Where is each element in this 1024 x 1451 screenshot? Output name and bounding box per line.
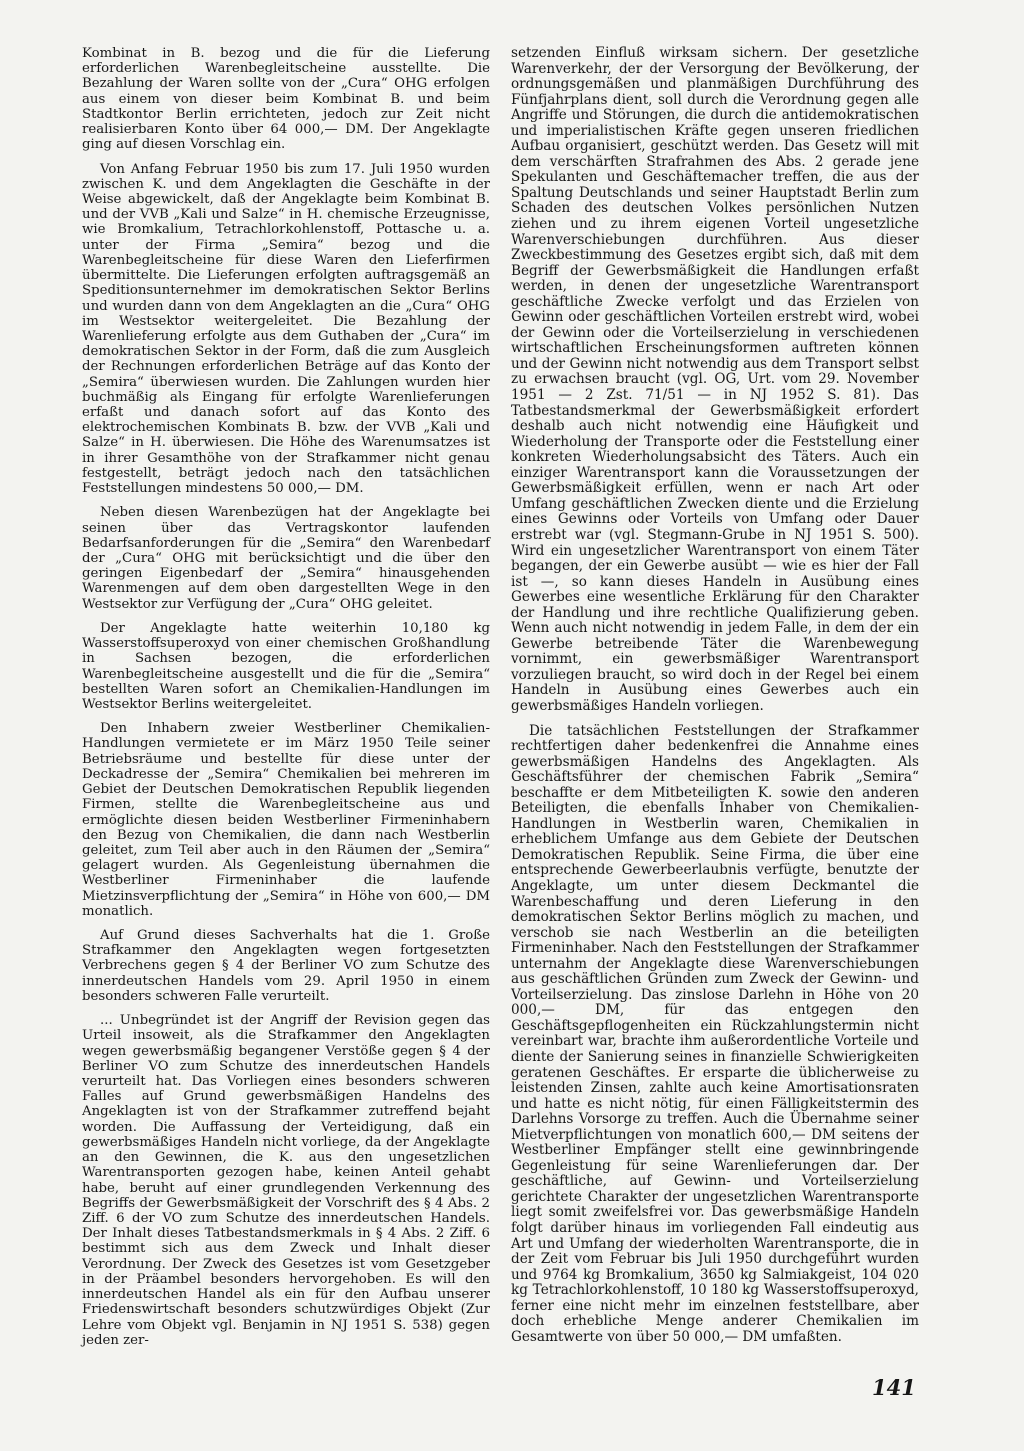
paragraph: ... Unbegründet ist der Angriff der Revision gegen das Urteil insoweit, als die Strafkammer den Angeklagten wegen gewerbsmäßig begangener Verstöße gegen § 4 der Berliner VO zum Schutze des innerdeutschen Handels verurteilt hat. Das Vorliegen eines besonders schweren Falles auf Grund gewerbsmäßigen Handelns des Angeklagten ist von der Strafkammer zutreffend bejaht worden. Die Auffassung der Verteidigung, daß ein gewerbsmäßiges Handeln nicht vorliege, da der Angeklagte an den Gewinnen, die K. aus den ungesetzlichen Warentransporten gezogen habe, keinen Anteil gehabt habe, beruht auf einer grundlegenden Verkennung des Begriffs der Gewerbsmäßigkeit der Vorschrift des § 4 Abs. 2 Ziff. 6 der VO zum Schutze des innerdeutschen Handels. Der Inhalt dieses Tatbestandsmerkmals in § 4 Abs. 2 Ziff. 6 bestimmt sich aus dem Zweck und Inhalt dieser Verordnung. Der Zweck des Gesetzes ist vom Gesetzgeber in der Präambel besonders hervorgehoben. Es will den innerdeutschen Handel als ein für den Aufbau unserer Friedenswirtschaft besonders schutzwürdiges Objekt (Zur Lehre vom Objekt vgl. Benjamin in NJ 1951 S. 538) gegen jeden zer- bbox=[82, 1013, 490, 1348]
paragraph: Von Anfang Februar 1950 bis zum 17. Juli 1950 wurden zwischen K. und dem Angeklagten die Geschäfte in der Weise abgewickelt, daß der Angeklagte beim Kombinat B. und der VVB „Kali und Salze“ in H. chemische Erzeugnisse, wie Bromkalium, Tetrachlorkohlenstoff, Pottasche u. a. unter der Firma „Semira“ bezog und die Warenbegleitscheine für diese Waren den Lieferfirmen übermittelte. Die Lieferungen erfolgten auftragsgemäß an Speditionsunternehmer im demokratischen Sektor Berlins und wurden dann von dem Angeklagten an die „Cura“ OHG im Westsektor weitergeleitet. Die Bezahlung der Warenlieferung erfolgte aus dem Guthaben der „Cura“ im demokratischen Sektor in der Form, daß die zum Ausgleich der Rechnungen erforderlichen Beträge auf das Konto der „Semira“ überwiesen wurden. Die Zahlungen wurden hier buchmäßig als Eingang für erfolgte Warenlieferungen erfaßt und danach sofort auf das Konto des elektrochemischen Kombinats B. bzw. der VVB „Kali und Salze“ in H. überwiesen. Die Höhe des Warenumsatzes ist in ihrer Gesamthöhe von der Strafkammer nicht genau festgestellt, beträgt jedoch nach den tatsächlichen Feststellungen mindestens 50 000,— DM. bbox=[82, 161, 490, 497]
paragraph: Die tatsächlichen Feststellungen der Strafkammer rechtfertigen daher bedenkenfrei die Annahme eines gewerbsmäßigen Handelns des Angeklagten. Als Geschäftsführer der chemischen Fabrik „Semira“ beschaffte er dem Mitbeteiligten K. sowie den anderen Beteiligten, die ebenfalls Inhaber von Chemikalien-Handlungen in Westberlin waren, Chemikalien in erheblichem Umfange aus dem Gebiete der Deutschen Demokratischen Republik. Seine Firma, die über eine entsprechende Gewerbeerlaubnis verfügte, benutzte der Angeklagte, um unter diesem Deckmantel die Warenbeschaffung und deren Lieferung in den demokratischen Sektor Berlins möglich zu machen, und verschob sie nach Westberlin an die beteiligten Firmeninhaber. Nach den Feststellungen der Strafkammer unternahm der Angeklagte diese Warenverschiebungen aus geschäftlichen Gründen zum Zweck der Gewinn- und Vorteilserzielung. Das zinslose Darlehn in Höhe von 20 000,— DM, für das entgegen den Geschäftsgepflogenheiten ein Rückzahlungstermin nicht vereinbart war, brachte ihm außerordentliche Vorteile und diente der Sanierung seines in finanzielle Schwierigkeiten geratenen Geschäftes. Er ersparte die üblicherweise zu leistenden Zinsen, zahlte auch keine Amortisationsraten und hatte es nicht nötig, für einen Fälligkeitstermin des Darlehns Vorsorge zu treffen. Auch die Übernahme seiner Mietverpflichtungen von monatlich 600,— DM seitens der Westberliner Empfänger stellt eine gewinnbringende Gegenleistung für seine Warenlieferungen dar. Der geschäftliche, auf Gewinn- und Vorteilserzielung gerichtete Charakter der ungesetzlichen Warentransporte liegt somit zweifelsfrei vor. Das gewerbsmäßige Handeln folgt darüber hinaus im vorliegenden Fall eindeutig aus Art und Umfang der wiederholten Warentransporte, die in der Zeit vom Februar bis Juli 1950 durchgeführt wurden und 9764 kg Bromkalium, 3650 kg Salmiakgeist, 104 020 kg Tetrachlorkohlenstoff, 10 180 kg Wasserstoffsuperoxyd, ferner eine nicht mehr im einzelnen feststellbare, aber doch erhebliche Menge anderer Chemikalien im Gesamtwerte von über 50 000,— DM umfaßten. bbox=[511, 722, 919, 1345]
paragraph: Der Angeklagte hatte weiterhin 10,180 kg Wasserstoffsuperoxyd von einer chemischen Großhandlung in Sachsen bezogen, die erforderlichen Warenbegleitscheine ausgestellt und die für die „Semira“ bestellten Waren sofort an Chemikalien-Handlungen im Westsektor Berlins weitergeleitet. bbox=[82, 620, 490, 712]
paragraph: Auf Grund dieses Sachverhalts hat die 1. Große Strafkammer den Angeklagten wegen fortgesetzten Verbrechens gegen § 4 der Berliner VO zum Schutze des innerdeutschen Handels vom 29. April 1950 in einem besonders schweren Falle verurteilt. bbox=[82, 928, 490, 1004]
paragraph: setzenden Einfluß wirksam sichern. Der gesetzliche Warenverkehr, der der Versorgung der Bevölkerung, der ordnungsgemäßen und planmäßigen Durchführung des Fünfjahrplans dient, soll durch die Verordnung gegen alle Angriffe und Störungen, die durch die antidemokratischen und imperialistischen Kräfte gegen unseren friedlichen Aufbau organisiert, geschützt werden. Das Gesetz will mit dem verschärften Strafrahmen des Abs. 2 gerade jene Spekulanten und Geschäftemacher treffen, die aus der Spaltung Deutschlands und seiner Hauptstadt Berlin zum Schaden des deutschen Volkes persönlichen Nutzen ziehen und zu ihrem eigenen Vorteil ungesetzliche Warenverschiebungen durchführen. Aus dieser Zweckbestimmung des Gesetzes ergibt sich, daß mit dem Begriff der Gewerbsmäßigkeit die Handlungen erfaßt werden, in denen der ungesetzliche Warentransport geschäftliche Zwecke verfolgt und das Erzielen von Gewinn oder geschäftlichen Vorteilen erstrebt wird, wobei der Gewinn oder die Vorteilserzielung in verschiedenen wirtschaftlichen Erscheinungsformen auftreten können und der Gewinn nicht notwendig aus dem Transport selbst zu erwachsen braucht (vgl. OG, Urt. vom 29. November 1951 — 2 Zst. 71/51 — in NJ 1952 S. 81). Das Tatbestandsmerkmal der Gewerbsmäßigkeit erfordert deshalb auch nicht notwendig eine Häufigkeit und Wiederholung der Transporte oder die Feststellung einer konkreten Wiederholungsabsicht des Täters. Auch ein einziger Warentransport kann die Voraussetzungen der Gewerbsmäßigkeit erfüllen, wenn er nach Art oder Umfang geschäftlichen Zwecken diente und die Erzielung eines Gewinns oder Vorteils von Umfang oder Dauer erstrebt war (vgl. Stegmann-Grube in NJ 1951 S. 500). Wird ein ungesetzlicher Warentransport von einem Täter begangen, der ein Gewerbe ausübt — wie es hier der Fall ist —, so kann dieses Handeln in Ausübung eines Gewerbes eine wesentliche Erklärung für den Charakter der Handlung und ihre rechtliche Qualifizierung geben. Wenn auch nicht notwendig in jedem Falle, in dem der ein Gewerbe betreibende Täter die Warenbewegung vornimmt, ein gewerbsmäßiger Warentransport vorzuliegen braucht, so wird doch in der Regel bei einem Handeln in Ausübung eines Gewerbes auch ein gewerbsmäßiges Handeln vorliegen. bbox=[511, 45, 919, 714]
paragraph: Kombinat in B. bezog und die für die Lieferung erforderlichen Warenbegleitscheine ausstellte. Die Bezahlung der Waren sollte von der „Cura“ OHG erfolgen aus einem von dieser beim Kombinat B. und beim Stadtkontor Berlin errichteten, jedoch zur Zeit nicht realisierbaren Konto über 64 000,— DM. Der Angeklagte ging auf diesen Vorschlag ein. bbox=[82, 46, 490, 153]
right-column bbox=[511, 46, 919, 1354]
paragraph: Neben diesen Warenbezügen hat der Angeklagte bei seinen über das Vertragskontor laufenden Bedarfsanforderungen für die „Semira“ den Warenbedarf der „Cura“ OHG mit berücksichtigt und die über den geringen Eigenbedarf der „Semira“ hinausgehenden Warenmengen auf dem oben dargestellten Wege in den Westsektor zur Verfügung der „Cura“ OHG geleitet. bbox=[82, 505, 490, 612]
left-column bbox=[82, 46, 490, 1357]
page-number: 141 bbox=[872, 1375, 916, 1400]
paragraph: Den Inhabern zweier Westberliner Chemikalien-Handlungen vermietete er im März 1950 Teile seiner Betriebsräume und bestellte für diese unter der Deckadresse der „Semira“ Chemikalien bei mehreren im Gebiet der Deutschen Demokratischen Republik liegenden Firmen, stellte die Warenbegleitscheine aus und ermöglichte diesen beiden Westberliner Firmeninhabern den Bezug von Chemikalien, die dann nach Westberlin geleitet, zum Teil aber auch in den Räumen der „Semira“ gelagert wurden. Als Gegenleistung übernahmen die Westberliner Firmeninhaber die laufende Mietzinsverpflichtung der „Semira“ in Höhe von 600,— DM monatlich. bbox=[82, 721, 490, 919]
